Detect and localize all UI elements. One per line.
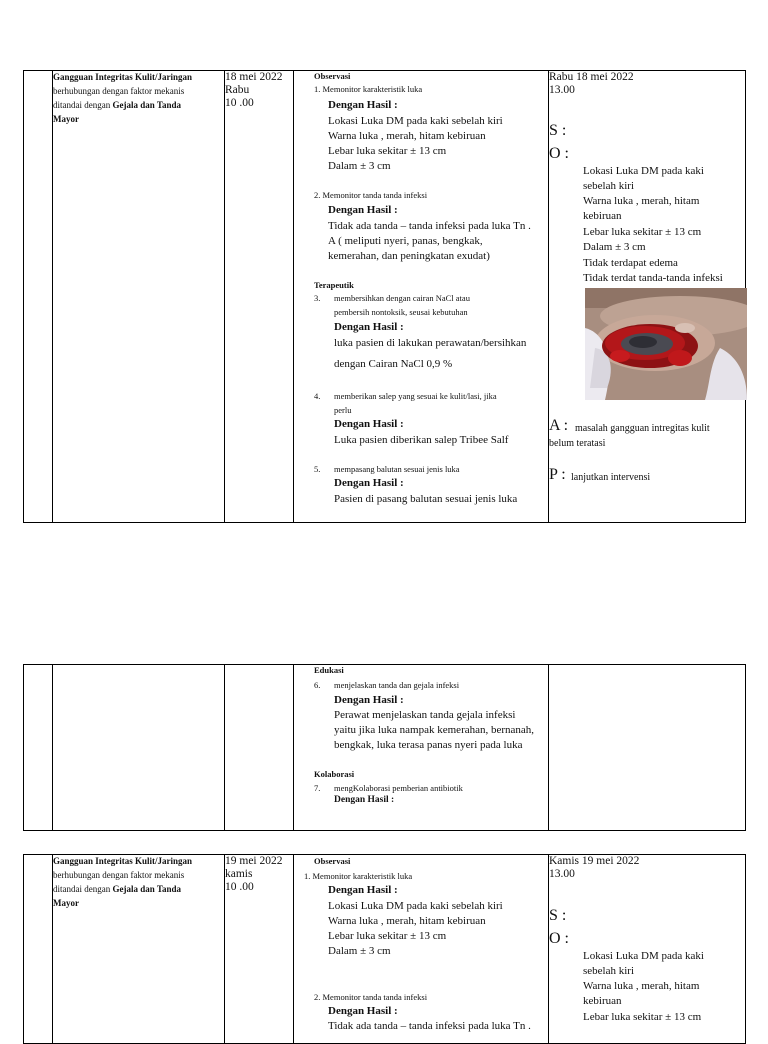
diagnosis-line: Mayor (53, 114, 79, 124)
observasi-heading: Observasi (314, 856, 351, 866)
date: 19 mei 2022 (225, 855, 283, 867)
diagnosis-line: Mayor (53, 898, 79, 908)
result-line: Lokasi Luka DM pada kaki sebelah kiri (328, 900, 503, 912)
item-number: 3. (314, 293, 321, 303)
result-line: bengkak, luka terasa panas nyeri pada luka (334, 739, 523, 751)
assessment-label: A : (549, 417, 569, 434)
objective-line: Tidak terdapat edema (583, 257, 678, 269)
intervention-item: pembersih nontoksik, seusai kebutuhan (334, 307, 468, 317)
result-line: Pasien di pasang balutan sesuai jenis luka (334, 493, 518, 505)
result-line: Tidak ada tanda – tanda infeksi pada luka Tn . (328, 220, 531, 232)
objective-line: Lokasi Luka DM pada kaki (583, 950, 704, 962)
intervention-item: memberikan salep yang sesuai ke kulit/lasi, jika (334, 391, 497, 401)
objective-line: Warna luka , merah, hitam (583, 195, 700, 207)
assessment-text: masalah gangguan intregitas kulit (575, 423, 710, 434)
wound-photo (585, 288, 747, 400)
objective-line: sebelah kiri (583, 965, 635, 977)
result-label: Dengan Hasil : (328, 1005, 398, 1017)
result-line: Warna luka , merah, hitam kebiruan (328, 130, 486, 142)
objective-line: Lebar luka sekitar ± 13 cm (583, 1011, 702, 1023)
result-line: Lokasi Luka DM pada kaki sebelah kiri (328, 115, 503, 127)
result-line: Lebar luka sekitar ± 13 cm (328, 930, 447, 942)
result-line: dengan Cairan NaCl 0,9 % (334, 358, 453, 370)
item-number: 5. (314, 464, 321, 474)
item-number: 6. (314, 680, 321, 690)
result-line: Luka pasien diberikan salep Tribee Salf (334, 434, 509, 446)
item-number: 4. (314, 391, 321, 401)
result-line: Perawat menjelaskan tanda gejala infeksi (334, 709, 516, 721)
intervention-item: 2. Memonitor tanda tanda infeksi (314, 190, 428, 200)
intervention-table-continuation (23, 664, 746, 831)
number-column (24, 71, 53, 522)
objective-line: sebelah kiri (583, 180, 635, 192)
diagnosis-line: ditandai dengan (53, 100, 113, 110)
objective-line: Lokasi Luka DM pada kaki (583, 165, 704, 177)
result-label: Dengan Hasil : (334, 418, 404, 430)
edukasi-heading: Edukasi (314, 665, 344, 675)
result-label: Dengan Hasil : (334, 795, 395, 805)
result-line: Lebar luka sekitar ± 13 cm (328, 145, 447, 157)
eval-time: 13.00 (549, 868, 575, 880)
item-number: 7. (314, 783, 321, 793)
intervention-cell (294, 855, 549, 1043)
intervention-item: membersihkan dengan cairan NaCl atau (334, 293, 470, 303)
intervention-item: menjelaskan tanda dan gejala infeksi (334, 680, 460, 690)
evaluation-cell (549, 71, 747, 522)
day: kamis (225, 868, 253, 880)
result-label: Dengan Hasil : (334, 694, 404, 706)
objective-label: O : (549, 145, 569, 162)
eval-date: Kamis 19 mei 2022 (549, 855, 640, 867)
plan-label: P : (549, 466, 566, 483)
result-label: Dengan Hasil : (328, 204, 398, 216)
date-cell (225, 855, 294, 1043)
diagnosis-bold: Gejala dan Tanda (112, 884, 182, 894)
objective-line: Warna luka , merah, hitam (583, 980, 700, 992)
intervention-item: perlu (334, 405, 352, 415)
subjective-label: S : (549, 907, 567, 924)
diagnosis-line: ditandai dengan (53, 884, 113, 894)
diagnosis-title: Gangguan Integritas Kulit/Jaringan (53, 72, 193, 82)
evaluation-cell (549, 855, 747, 1043)
diagnosis-line: berhubungan dengan faktor mekanis (53, 86, 185, 96)
intervention-cell (294, 665, 549, 830)
intervention-item: 1. Memonitor karakteristik luka (304, 871, 413, 881)
intervention-cell (294, 71, 549, 522)
eval-time: 13.00 (549, 84, 575, 96)
objective-line: Tidak terdat tanda-tanda infeksi (583, 272, 723, 284)
time: 10 .00 (225, 97, 254, 109)
diagnosis-title: Gangguan Integritas Kulit/Jaringan (53, 856, 193, 866)
objective-label: O : (549, 930, 569, 947)
time: 10 .00 (225, 881, 254, 893)
result-line: kemerahan, dan peningkatan exudat) (328, 250, 490, 262)
intervention-item: 1. Memonitor karakteristik luka (314, 84, 423, 94)
date-cell (225, 665, 294, 830)
result-label: Dengan Hasil : (328, 99, 398, 111)
diagnosis-cell (53, 71, 225, 522)
kolaborasi-heading: Kolaborasi (314, 769, 355, 779)
result-line: luka pasien di lakukan perawatan/bersihkan (334, 337, 527, 349)
objective-line: Dalam ± 3 cm (583, 241, 646, 253)
result-line: Warna luka , merah, hitam kebiruan (328, 915, 486, 927)
result-line: Dalam ± 3 cm (328, 945, 391, 957)
intervention-table-day1 (23, 70, 746, 523)
evaluation-cell (549, 665, 747, 830)
plan-text: lanjutkan intervensi (571, 472, 651, 483)
intervention-item: mengKolaborasi pemberian antibiotik (334, 783, 463, 793)
objective-line: Lebar luka sekitar ± 13 cm (583, 226, 702, 238)
result-line: Tidak ada tanda – tanda infeksi pada luka Tn . (328, 1020, 531, 1032)
observasi-heading: Observasi (314, 71, 351, 81)
assessment-text: belum teratasi (549, 438, 606, 449)
terapeutik-heading: Terapeutik (314, 280, 354, 290)
date-cell (225, 71, 294, 522)
eval-date: Rabu 18 mei 2022 (549, 71, 634, 83)
diagnosis-cell (53, 665, 225, 830)
date: 18 mei 2022 (225, 71, 283, 83)
subjective-label: S : (549, 122, 567, 139)
intervention-table-day2 (23, 854, 746, 1044)
number-column (24, 665, 53, 830)
result-label: Dengan Hasil : (334, 477, 404, 489)
result-label: Dengan Hasil : (328, 884, 398, 896)
day: Rabu (225, 84, 250, 96)
diagnosis-cell (53, 855, 225, 1043)
result-line: A ( meliputi nyeri, panas, bengkak, (328, 235, 483, 247)
objective-line: kebiruan (583, 210, 622, 222)
diagnosis-bold: Gejala dan Tanda (112, 100, 182, 110)
result-line: Dalam ± 3 cm (328, 160, 391, 172)
intervention-item: 2. Memonitor tanda tanda infeksi (314, 992, 428, 1002)
intervention-item: mempasang balutan sesuai jenis luka (334, 464, 460, 474)
objective-line: kebiruan (583, 995, 622, 1007)
number-column (24, 855, 53, 1043)
result-line: yaitu jika luka nampak kemerahan, bernanah, (334, 724, 535, 736)
result-label: Dengan Hasil : (334, 321, 404, 333)
diagnosis-line: berhubungan dengan faktor mekanis (53, 870, 185, 880)
